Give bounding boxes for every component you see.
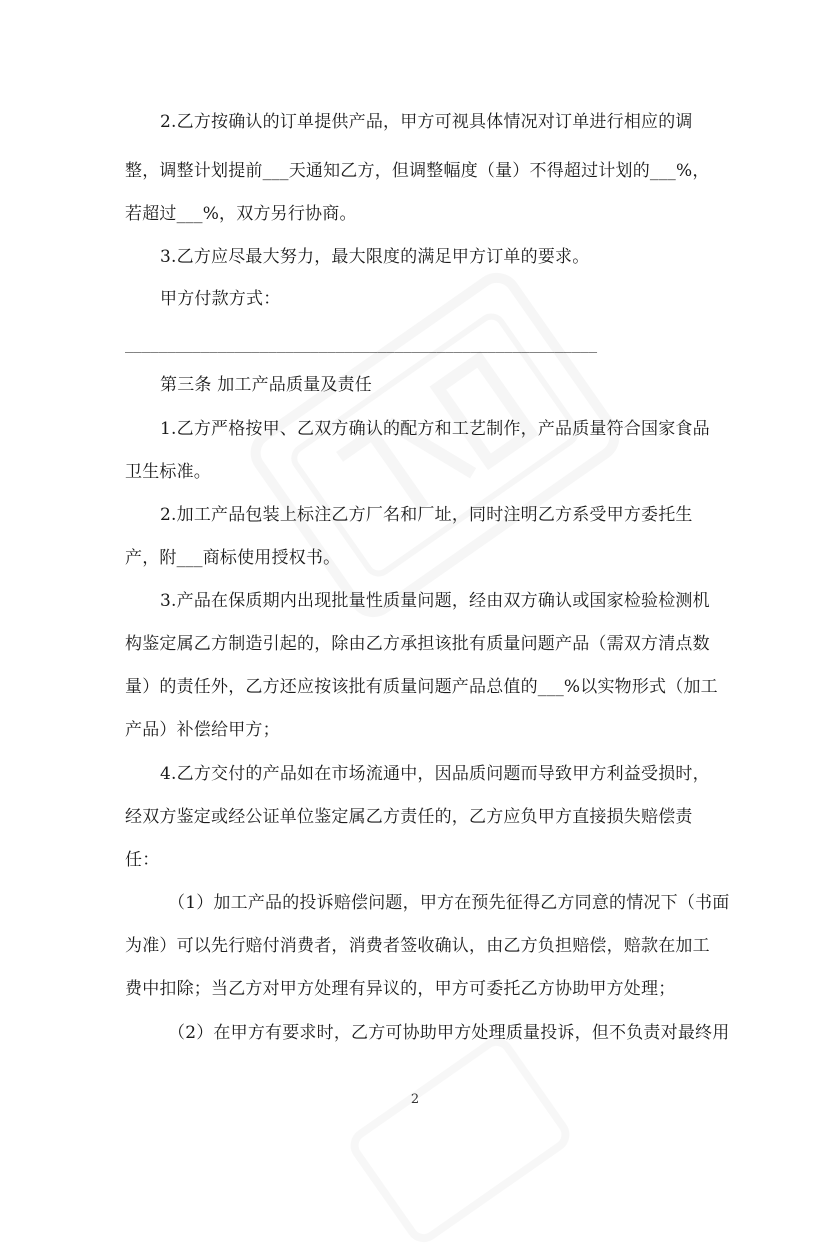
paragraph-line: 若超过___%，双方另行协商。 [125,204,357,224]
paragraph-line: 4.乙方交付的产品如在市场流通中，因品质问题而导致甲方利益受损时， [160,764,710,784]
paragraph-line: 整，调整计划提前___天通知乙方，但调整幅度（量）不得超过计划的___%， [125,161,710,181]
paragraph-line: （2）在甲方有要求时，乙方可协助甲方处理质量投诉，但不负责对最终用 [168,1023,730,1043]
paragraph-line: （1）加工产品的投诉赔偿问题，甲方在预先征得乙方同意的情况下（书面 [168,893,730,913]
watermark-logo [234,256,636,634]
paragraph-line: 2.乙方按确认的订单提供产品，甲方可视具体情况对订单进行相应的调 [160,112,693,132]
paragraph-line: 产，附___商标使用授权书。 [125,548,341,568]
payment-method-label: 甲方付款方式： [160,289,281,309]
paragraph-line: 2.加工产品包装上标注乙方厂名和厂址，同时注明乙方系受甲方委托生 [160,505,693,525]
paragraph-line: 3.产品在保质期内出现批量性质量问题，经由双方确认或国家检验检测机 [160,591,710,611]
paragraph-line: 为准）可以先行赔付消费者，消费者签收确认，由乙方负担赔偿，赔款在加工 [125,936,710,956]
paragraph-line: 3.乙方应尽最大努力，最大限度的满足甲方订单的要求。 [160,247,590,267]
paragraph-line: 量）的责任外，乙方还应按该批有质量问题产品总值的___%以实物形式（加工 [125,677,718,697]
watermark-logo-bottom [338,1025,582,1254]
paragraph-line: 构鉴定属乙方制造引起的，除由乙方承担该批有质量问题产品（需双方清点数 [125,634,710,654]
paragraph-line: 任： [125,850,160,870]
paragraph-line: 经双方鉴定或经公证单位鉴定属乙方责任的，乙方应负甲方直接损失赔偿责 [125,807,693,827]
paragraph-line: 费中扣除；当乙方对甲方处理有异议的，甲方可委托乙方协助甲方处理； [125,979,676,999]
paragraph-line: 产品）补偿给甲方； [125,720,280,740]
section-heading: 第三条 加工产品质量及责任 [160,375,373,395]
page-number: 2 [410,1092,420,1107]
paragraph-line: 1.乙方严格按甲、乙双方确认的配方和工艺制作，产品质量符合国家食品 [160,419,710,439]
paragraph-line: 卫生标准。 [125,462,211,482]
blank-fill-line: ________________________________________________________ [125,337,598,353]
